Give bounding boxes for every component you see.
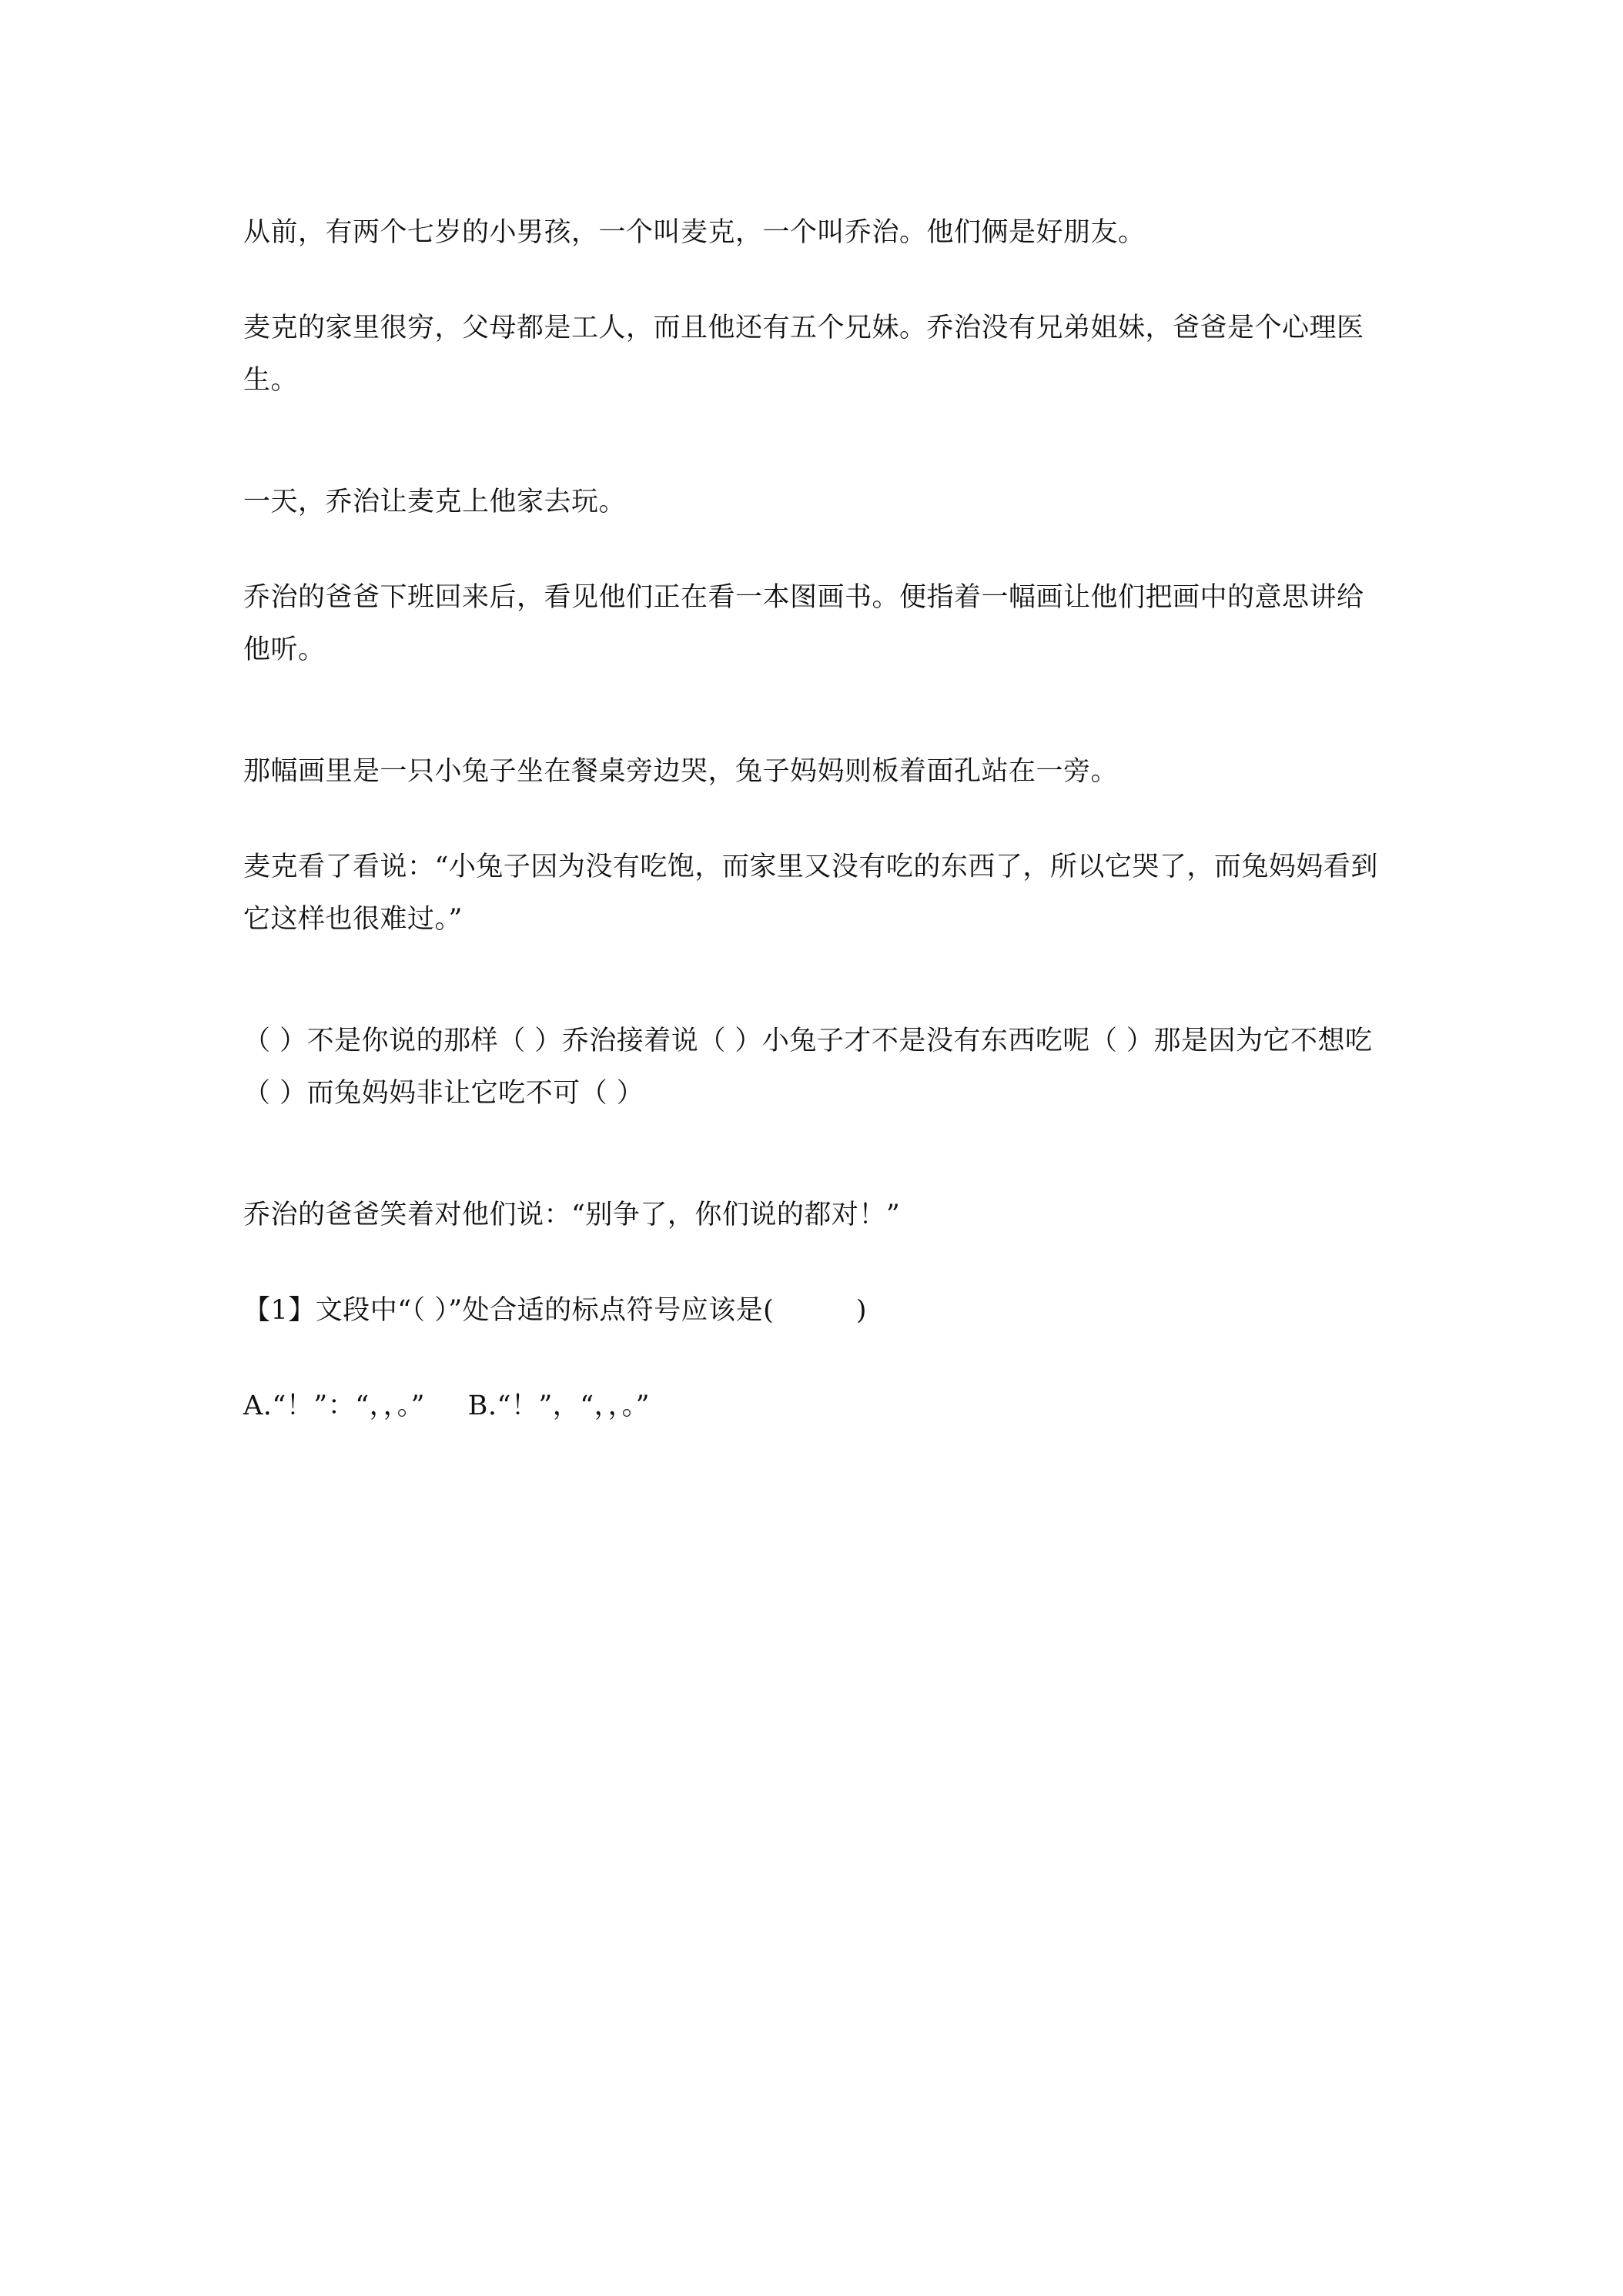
story-paragraph-4: 乔治的爸爸下班回来后，看见他们正在看一本图画书。便指着一幅画让他们把画中的意思讲给他听。 [243, 582, 1364, 665]
question-text: 【1】文段中“（ ）”处合适的标点符号应该是( ) [243, 1295, 867, 1326]
story-paragraph-3: 一天，乔治让麦克上他家去玩。 [243, 487, 627, 517]
option-b[interactable]: B.“！”，“，，。” [467, 1391, 651, 1421]
story-paragraph-6: 麦克看了看说：“小兔子因为没有吃饱，而家里又没有吃的东西了，所以它哭了，而兔妈妈看到它这样也很难过。” [243, 852, 1378, 935]
answer-options [243, 1380, 1390, 1432]
story-paragraph-7-blanks: （ ）不是你说的那样（ ）乔治接着说（ ）小兔子才不是没有东西吃呢（ ）那是因为它不想吃（ ）而兔妈妈非让它吃不可（ ） [243, 1026, 1373, 1109]
story-paragraph-5: 那幅画里是一只小兔子坐在餐桌旁边哭，兔子妈妈则板着面孔站在一旁。 [243, 756, 1119, 787]
story-paragraph-1: 从前，有两个七岁的小男孩，一个叫麦克，一个叫乔治。他们俩是好朋友。 [243, 217, 1146, 248]
option-a[interactable]: A.“！”：“，，。” [243, 1391, 425, 1421]
story-paragraph-8: 乔治的爸爸笑着对他们说：“别争了，你们说的都对！” [243, 1200, 901, 1230]
story-paragraph-2: 麦克的家里很穷，父母都是工人，而且他还有五个兄妹。乔治没有兄弟姐妹，爸爸是个心理医生。 [243, 313, 1364, 396]
